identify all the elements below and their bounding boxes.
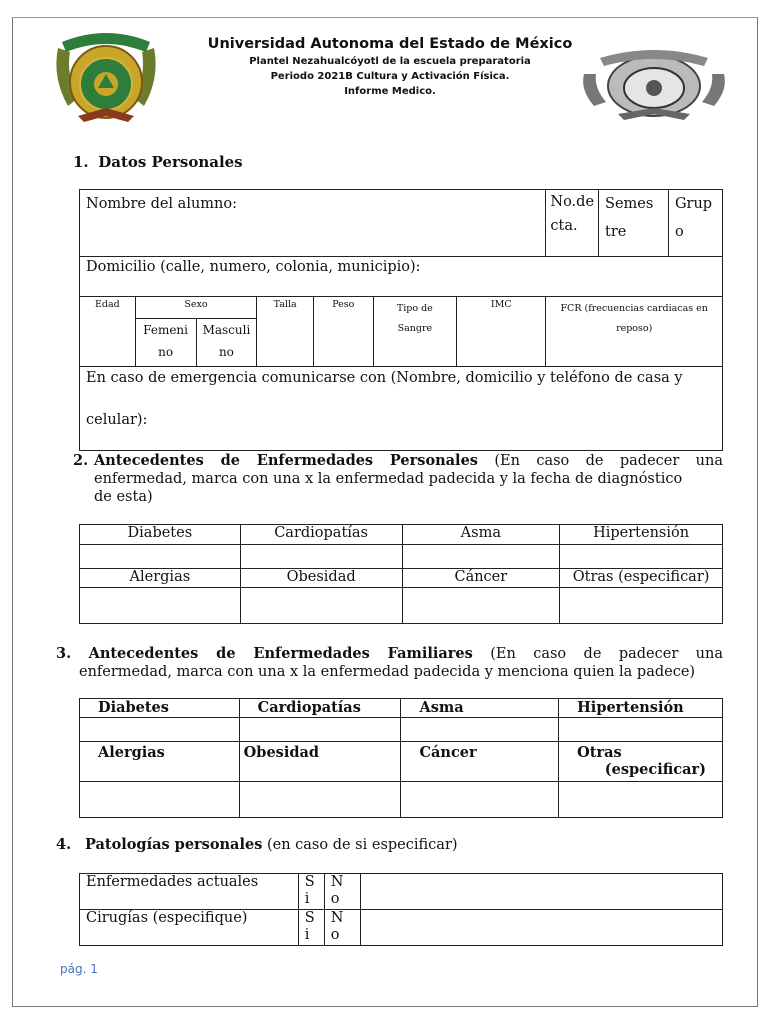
semestre-field[interactable]: Semes tre bbox=[599, 190, 669, 257]
si-option[interactable]: S i bbox=[298, 910, 324, 946]
otras-cell[interactable] bbox=[560, 588, 723, 624]
antecedentes-familiares-table bbox=[79, 698, 723, 818]
talla-field[interactable]: Talla bbox=[257, 297, 314, 367]
masculino-field[interactable]: Masculi no bbox=[196, 319, 257, 367]
cardiopatias-cell[interactable] bbox=[239, 718, 401, 742]
plantel-line: Plantel Nezahualcóyotl de la escuela preparatoria bbox=[249, 56, 531, 67]
section-title: Patologías personales bbox=[84, 836, 263, 853]
alergias-cell[interactable] bbox=[80, 782, 240, 818]
diabetes-header: Diabetes bbox=[80, 699, 240, 718]
tipo-sangre-field[interactable]: Tipo de Sangre bbox=[373, 297, 456, 367]
section-2-heading: 2. Antecedentes de Enfermedades Personales (En caso de padecer una enfermedad, marca con una x la enfermedad padecida y la fecha de diagnóstico de esta) bbox=[73, 452, 724, 505]
cuenta-field[interactable]: No. de cta. bbox=[546, 190, 599, 257]
section-number: 1. bbox=[73, 153, 89, 171]
section-1-heading bbox=[73, 153, 243, 171]
section-4-heading: 4. Patologías personales (en caso de si especificar) bbox=[56, 836, 458, 853]
diabetes-cell[interactable] bbox=[80, 718, 240, 742]
asma-cell[interactable] bbox=[402, 545, 560, 569]
asma-header: Asma bbox=[401, 699, 559, 718]
si-option[interactable]: S i bbox=[298, 874, 324, 910]
university-seal-right bbox=[578, 44, 730, 122]
nombre-field[interactable]: Nombre del alumno: bbox=[80, 190, 546, 257]
enfermedades-actuales-label: Enfermedades actuales bbox=[80, 874, 299, 910]
obesidad-cell[interactable] bbox=[240, 588, 402, 624]
cardiopatias-header: Cardiopatías bbox=[239, 699, 401, 718]
alergias-header: Alergias bbox=[80, 569, 241, 588]
hipertension-cell[interactable] bbox=[560, 545, 723, 569]
university-seal-left bbox=[48, 28, 164, 124]
cardiopatias-header: Cardiopatías bbox=[240, 525, 402, 545]
hipertension-cell[interactable] bbox=[559, 718, 723, 742]
periodo-line: Periodo 2021B Cultura y Activación Física. bbox=[270, 71, 510, 82]
sexo-label: Sexo bbox=[135, 297, 257, 319]
cirugias-detail[interactable] bbox=[360, 910, 722, 946]
cancer-header: Cáncer bbox=[401, 742, 559, 782]
obesidad-header: Obesidad bbox=[240, 569, 402, 588]
no-option[interactable]: N o bbox=[324, 910, 360, 946]
enfermedades-actuales-detail[interactable] bbox=[360, 874, 722, 910]
peso-field[interactable]: Peso bbox=[314, 297, 374, 367]
imc-field[interactable]: IMC bbox=[457, 297, 546, 367]
datos-personales-table bbox=[79, 189, 723, 451]
emergencia-field[interactable]: En caso de emergencia comunicarse con (Nombre, domicilio y teléfono de casa y celular): bbox=[80, 367, 723, 451]
obesidad-header: Obesidad bbox=[239, 742, 401, 782]
section-3-heading: 3. Antecedentes de Enfermedades Familiares (En caso de padecer una enfermedad, marca con una x la enfermedad padecida y menciona quien la padece) bbox=[56, 645, 724, 680]
cancer-header: Cáncer bbox=[402, 569, 560, 588]
alergias-cell[interactable] bbox=[80, 588, 241, 624]
hipertension-header: Hipertensión bbox=[559, 699, 723, 718]
fcr-field[interactable]: FCR (frecuencias cardiacas en reposo) bbox=[546, 297, 723, 367]
domicilio-field[interactable]: Domicilio (calle, numero, colonia, municipio): bbox=[80, 257, 723, 297]
otras-header: Otras (especificar) bbox=[560, 569, 723, 588]
document-header bbox=[200, 34, 580, 99]
antecedentes-personales-table bbox=[79, 524, 723, 624]
university-name: Universidad Autonoma del Estado de México bbox=[207, 36, 573, 52]
asma-header: Asma bbox=[402, 525, 560, 545]
diabetes-header: Diabetes bbox=[80, 525, 241, 545]
otras-cell[interactable] bbox=[559, 782, 723, 818]
alergias-header: Alergias bbox=[80, 742, 240, 782]
page-number: pág. 1 bbox=[60, 962, 98, 976]
grupo-field[interactable]: Grup o bbox=[668, 190, 722, 257]
informe-line: Informe Medico. bbox=[344, 86, 436, 97]
obesidad-cell[interactable] bbox=[239, 782, 401, 818]
no-option[interactable]: N o bbox=[324, 874, 360, 910]
section-title: Antecedentes de Enfermedades Personales bbox=[94, 452, 478, 469]
femenino-field[interactable]: Femeni no bbox=[135, 319, 196, 367]
cancer-cell[interactable] bbox=[401, 782, 559, 818]
patologias-table bbox=[79, 873, 723, 946]
hipertension-header: Hipertensión bbox=[560, 525, 723, 545]
asma-cell[interactable] bbox=[401, 718, 559, 742]
diabetes-cell[interactable] bbox=[80, 545, 241, 569]
cancer-cell[interactable] bbox=[402, 588, 560, 624]
otras-header: Otras (especificar) bbox=[559, 742, 723, 782]
section-title: Antecedentes de Enfermedades Familiares bbox=[88, 645, 473, 662]
cirugias-label: Cirugías (especifique) bbox=[80, 910, 299, 946]
edad-field[interactable]: Edad bbox=[80, 297, 136, 367]
cardiopatias-cell[interactable] bbox=[240, 545, 402, 569]
section-title: Datos Personales bbox=[98, 153, 243, 171]
